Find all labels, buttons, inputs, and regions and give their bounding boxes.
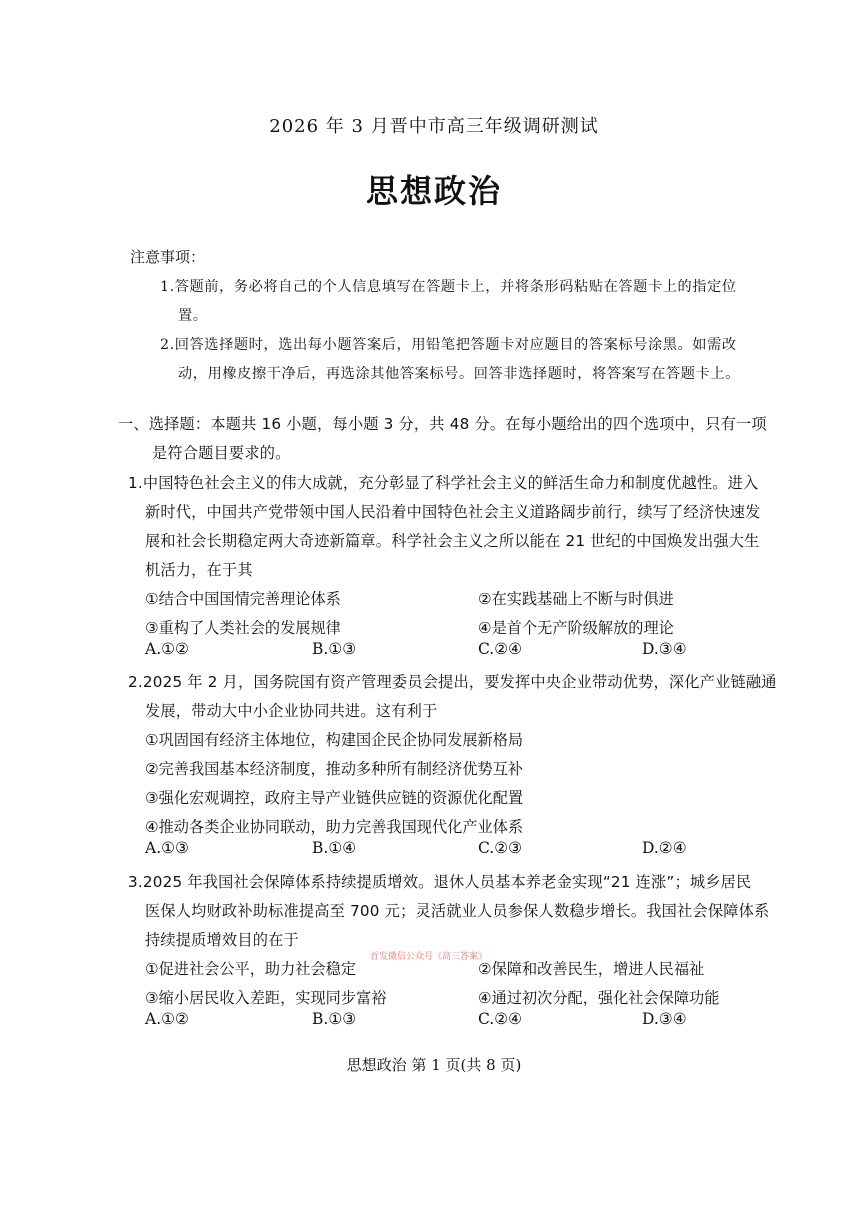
option-statement: ①结合中国国情完善理论体系 [145,590,341,608]
answer-choice-b: B.①③ [312,640,357,658]
answer-choice-a: A.①③ [145,839,189,857]
option-statement: ④是首个无产阶级解放的理论 [478,619,674,637]
notice-heading: 注意事项： [130,248,206,266]
question-stem-line: 医保人均财政补助标准提高至 700 元；灵活就业人员参保人数稳步增长。我国社会保障体系 [145,902,770,920]
question-stem-line: 1.中国特色社会主义的伟大成就，充分彰显了科学社会主义的鲜活生命力和制度优越性。进入 [128,474,759,492]
option-statement: ③缩小居民收入差距，实现同步富裕 [145,989,387,1007]
option-statement: ④通过初次分配，强化社会保障功能 [478,989,720,1007]
option-statement: ①促进社会公平，助力社会稳定 [145,960,357,978]
question-stem-line: 3.2025 年我国社会保障体系持续提质增效。退休人员基本养老金实现“21 连涨”；城乡居民 [128,873,752,891]
question-stem-line: 机活力，在于其 [145,561,253,579]
question-stem-line: 展和社会长期稳定两大奇迹新篇章。科学社会主义之所以能在 21 世纪的中国焕发出强大生 [145,532,760,550]
option-statement: ④推动各类企业协同联动，助力完善我国现代化产业体系 [145,818,524,836]
question-stem-line: 持续提质增效目的在于 [145,931,299,949]
answer-choice-d: D.③④ [642,1010,687,1028]
exam-name: 2026 年 3 月晋中市高三年级调研测试 [269,116,599,137]
option-statement: ③重构了人类社会的发展规律 [145,619,341,637]
option-statement: ①巩固国有经济主体地位，构建国企民企协同发展新格局 [145,731,524,749]
answer-choice-d: D.②④ [642,839,687,857]
answer-choice-b: B.①④ [312,839,357,857]
option-statement: ③强化宏观调控，政府主导产业链供应链的资源优化配置 [145,789,524,807]
section-heading-line-2: 是符合题目要求的。 [152,444,291,462]
answer-choice-d: D.③④ [642,640,687,658]
answer-choice-c: C.②④ [478,1010,523,1028]
page-footer: 思想政治 第 1 页(共 8 页) [346,1056,522,1074]
watermark: 首发微信公众号《高三答案》 [370,952,488,962]
notice-item-2-line-2: 动，用橡皮擦干净后，再选涂其他答案标号。回答非选择题时，将答案写在答题卡上。 [178,366,740,382]
answer-choice-a: A.①② [145,1010,189,1028]
subject-title: 思想政治 [365,172,502,210]
question-stem-line: 新时代，中国共产党带领中国人民沿着中国特色社会主义道路阔步前行，续写了经济快速发 [145,503,761,521]
notice-item-2-line-1: 2.回答选择题时，选出每小题答案后，用铅笔把答题卡对应题目的答案标号涂黑。如需改 [160,337,737,353]
notice-item-1-line-1: 1.答题前，务必将自己的个人信息填写在答题卡上，并将条形码粘贴在答题卡上的指定位 [160,279,737,295]
option-statement: ②保障和改善民生，增进人民福祉 [478,960,705,978]
option-statement: ②在实践基础上不断与时俱进 [478,590,674,608]
answer-choice-a: A.①② [145,640,189,658]
option-statement: ②完善我国基本经济制度，推动多种所有制经济优势互补 [145,760,524,778]
question-stem-line: 2.2025 年 2 月，国务院国有资产管理委员会提出，要发挥中央企业带动优势，深化产业链融通 [128,673,777,691]
answer-choice-c: C.②④ [478,640,523,658]
notice-item-1-line-2: 置。 [178,308,208,324]
question-stem-line: 发展，带动大中小企业协同共进。这有利于 [145,702,438,720]
section-heading-line-1: 一、选择题：本题共 16 小题，每小题 3 分，共 48 分。在每小题给出的四个选项中，只有一项 [118,415,767,433]
answer-choice-b: B.①③ [312,1010,357,1028]
answer-choice-c: C.②③ [478,839,523,857]
